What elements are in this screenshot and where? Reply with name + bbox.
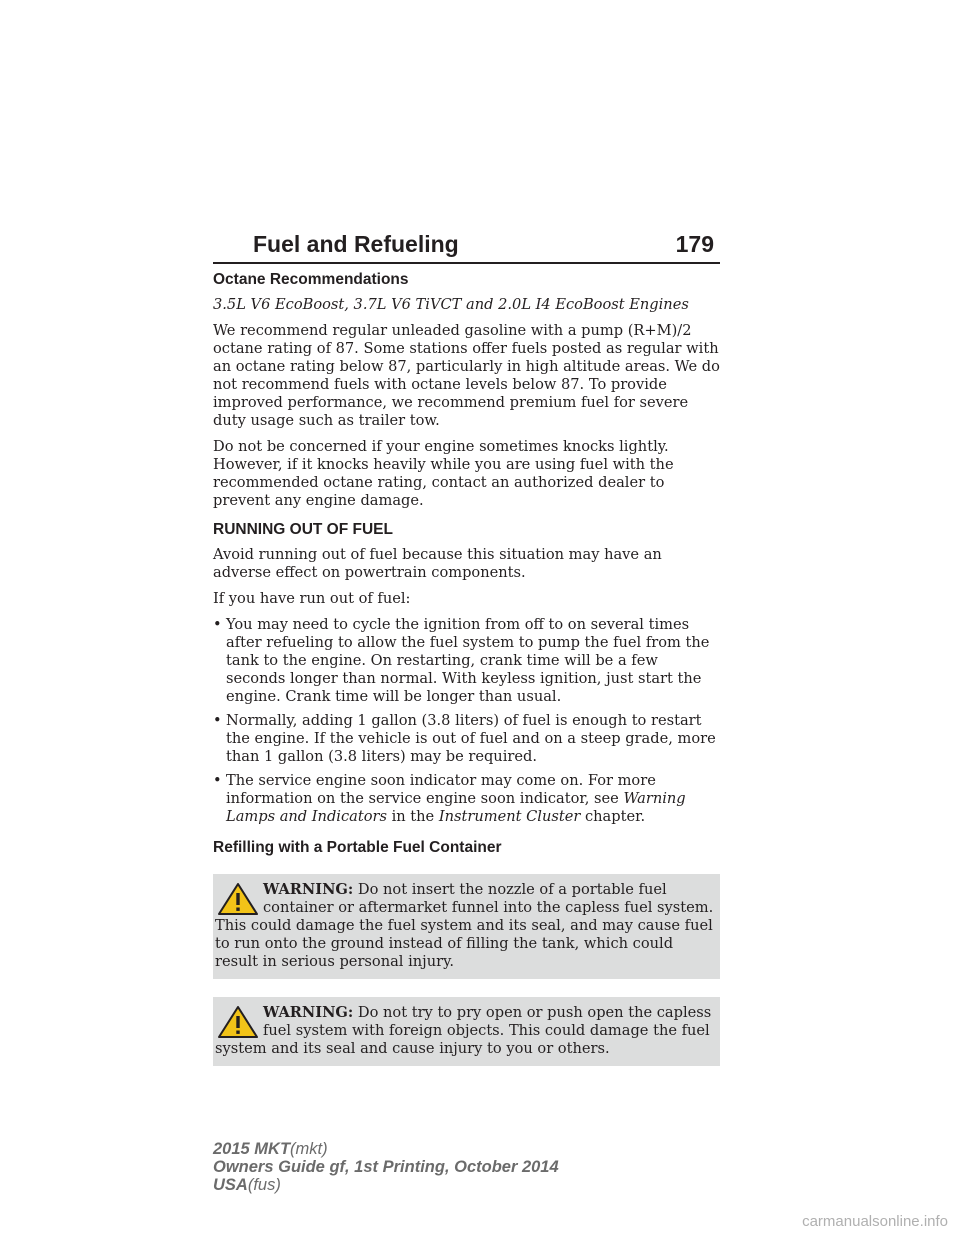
footer-region-code: (fus) [247, 1176, 281, 1194]
list-item [213, 616, 720, 706]
octane-paragraph-1: We recommend regular unleaded gasoline with a pump (R+M)/2 octane rating of 87. Some stations offer fuels posted as regular with an octane rating below 87, particularly in high altitude areas. We do not recommend fuels with octane levels below 87. To provide improved performance, we recommend premium fuel for severe duty usage such as trailer tow. [213, 322, 720, 429]
page-content [213, 270, 720, 1080]
warning-label: WARNING: [263, 881, 354, 898]
list-item-text: You may need to cycle the ignition from off to on several times after refueling to allow the fuel system to pump the fuel from the tank to the engine. On restarting, crank time will be a few seconds longer than normal. With keyless ignition, just start the engine. Crank time will be longer than usual. [226, 616, 710, 705]
footer-model-code: (mkt) [290, 1140, 328, 1158]
bullet-icon: • [213, 772, 222, 789]
warning-box [213, 874, 720, 979]
list-item-text: Normally, adding 1 gallon (3.8 liters) of fuel is enough to restart the engine. If the vehicle is out of fuel and on a steep grade, more than 1 gallon (3.8 liters) may be required. [226, 712, 716, 765]
list-item-text-part: in the [386, 808, 439, 825]
bullet-icon: • [213, 616, 222, 633]
warning-text: Do not insert the nozzle of a portable fuel container or aftermarket funnel into the capless fuel system. This could damage the fuel system and its seal, and may cause fuel to run onto the ground instead of filling the tank, which could result in serious personal injury. [215, 881, 714, 970]
octane-heading: Octane Recommendations [213, 271, 409, 288]
warning-triangle-icon [217, 1005, 259, 1039]
warning-triangle-icon [217, 882, 259, 916]
warning-text: Do not try to pry open or push open the capless fuel system with foreign objects. This could damage the fuel system and its seal and cause injury to you or others. [215, 1004, 712, 1057]
page-footer [213, 1140, 559, 1194]
list-item [213, 712, 720, 766]
footer-region-line [213, 1176, 559, 1194]
bullet-icon: • [213, 712, 222, 729]
list-item [213, 772, 720, 826]
cross-reference-instrument-cluster: Instrument Cluster [438, 808, 581, 825]
footer-model: 2015 MKT [213, 1140, 291, 1158]
running-out-paragraph-2: If you have run out of fuel: [213, 590, 411, 607]
running-out-heading: RUNNING OUT OF FUEL [213, 521, 393, 538]
watermark: carmanualsonline.info [802, 1213, 948, 1230]
page-header [213, 226, 720, 264]
list-item-text-part: The service engine soon indicator may come on. For more information on the service engine soon indicator, see [226, 772, 656, 807]
running-out-paragraph-1: Avoid running out of fuel because this situation may have an adverse effect on powertrain components. [213, 546, 662, 581]
octane-paragraph-2: Do not be concerned if your engine sometimes knocks lightly. However, if it knocks heavily while you are using fuel with the recommended octane rating, contact an authorized dealer to prevent any engine damage. [213, 438, 674, 509]
footer-model-line [213, 1140, 559, 1158]
list-item-text [226, 772, 686, 825]
page-number: 179 [675, 231, 714, 257]
footer-region: USA [213, 1176, 248, 1194]
running-out-list [213, 616, 720, 826]
refilling-heading: Refilling with a Portable Fuel Container [213, 839, 502, 856]
octane-engines-subtitle: 3.5L V6 EcoBoost, 3.7L V6 TiVCT and 2.0L I4 EcoBoost Engines [213, 296, 689, 313]
warning-label: WARNING: [263, 1004, 354, 1021]
footer-guide: Owners Guide gf, 1st Printing, October 2014 [213, 1158, 559, 1176]
chapter-title: Fuel and Refueling [253, 231, 459, 257]
list-item-text-part: chapter. [580, 808, 646, 825]
cross-reference-warning-lamps: Warning Lamps and Indicators [226, 790, 686, 825]
warning-box [213, 997, 720, 1066]
